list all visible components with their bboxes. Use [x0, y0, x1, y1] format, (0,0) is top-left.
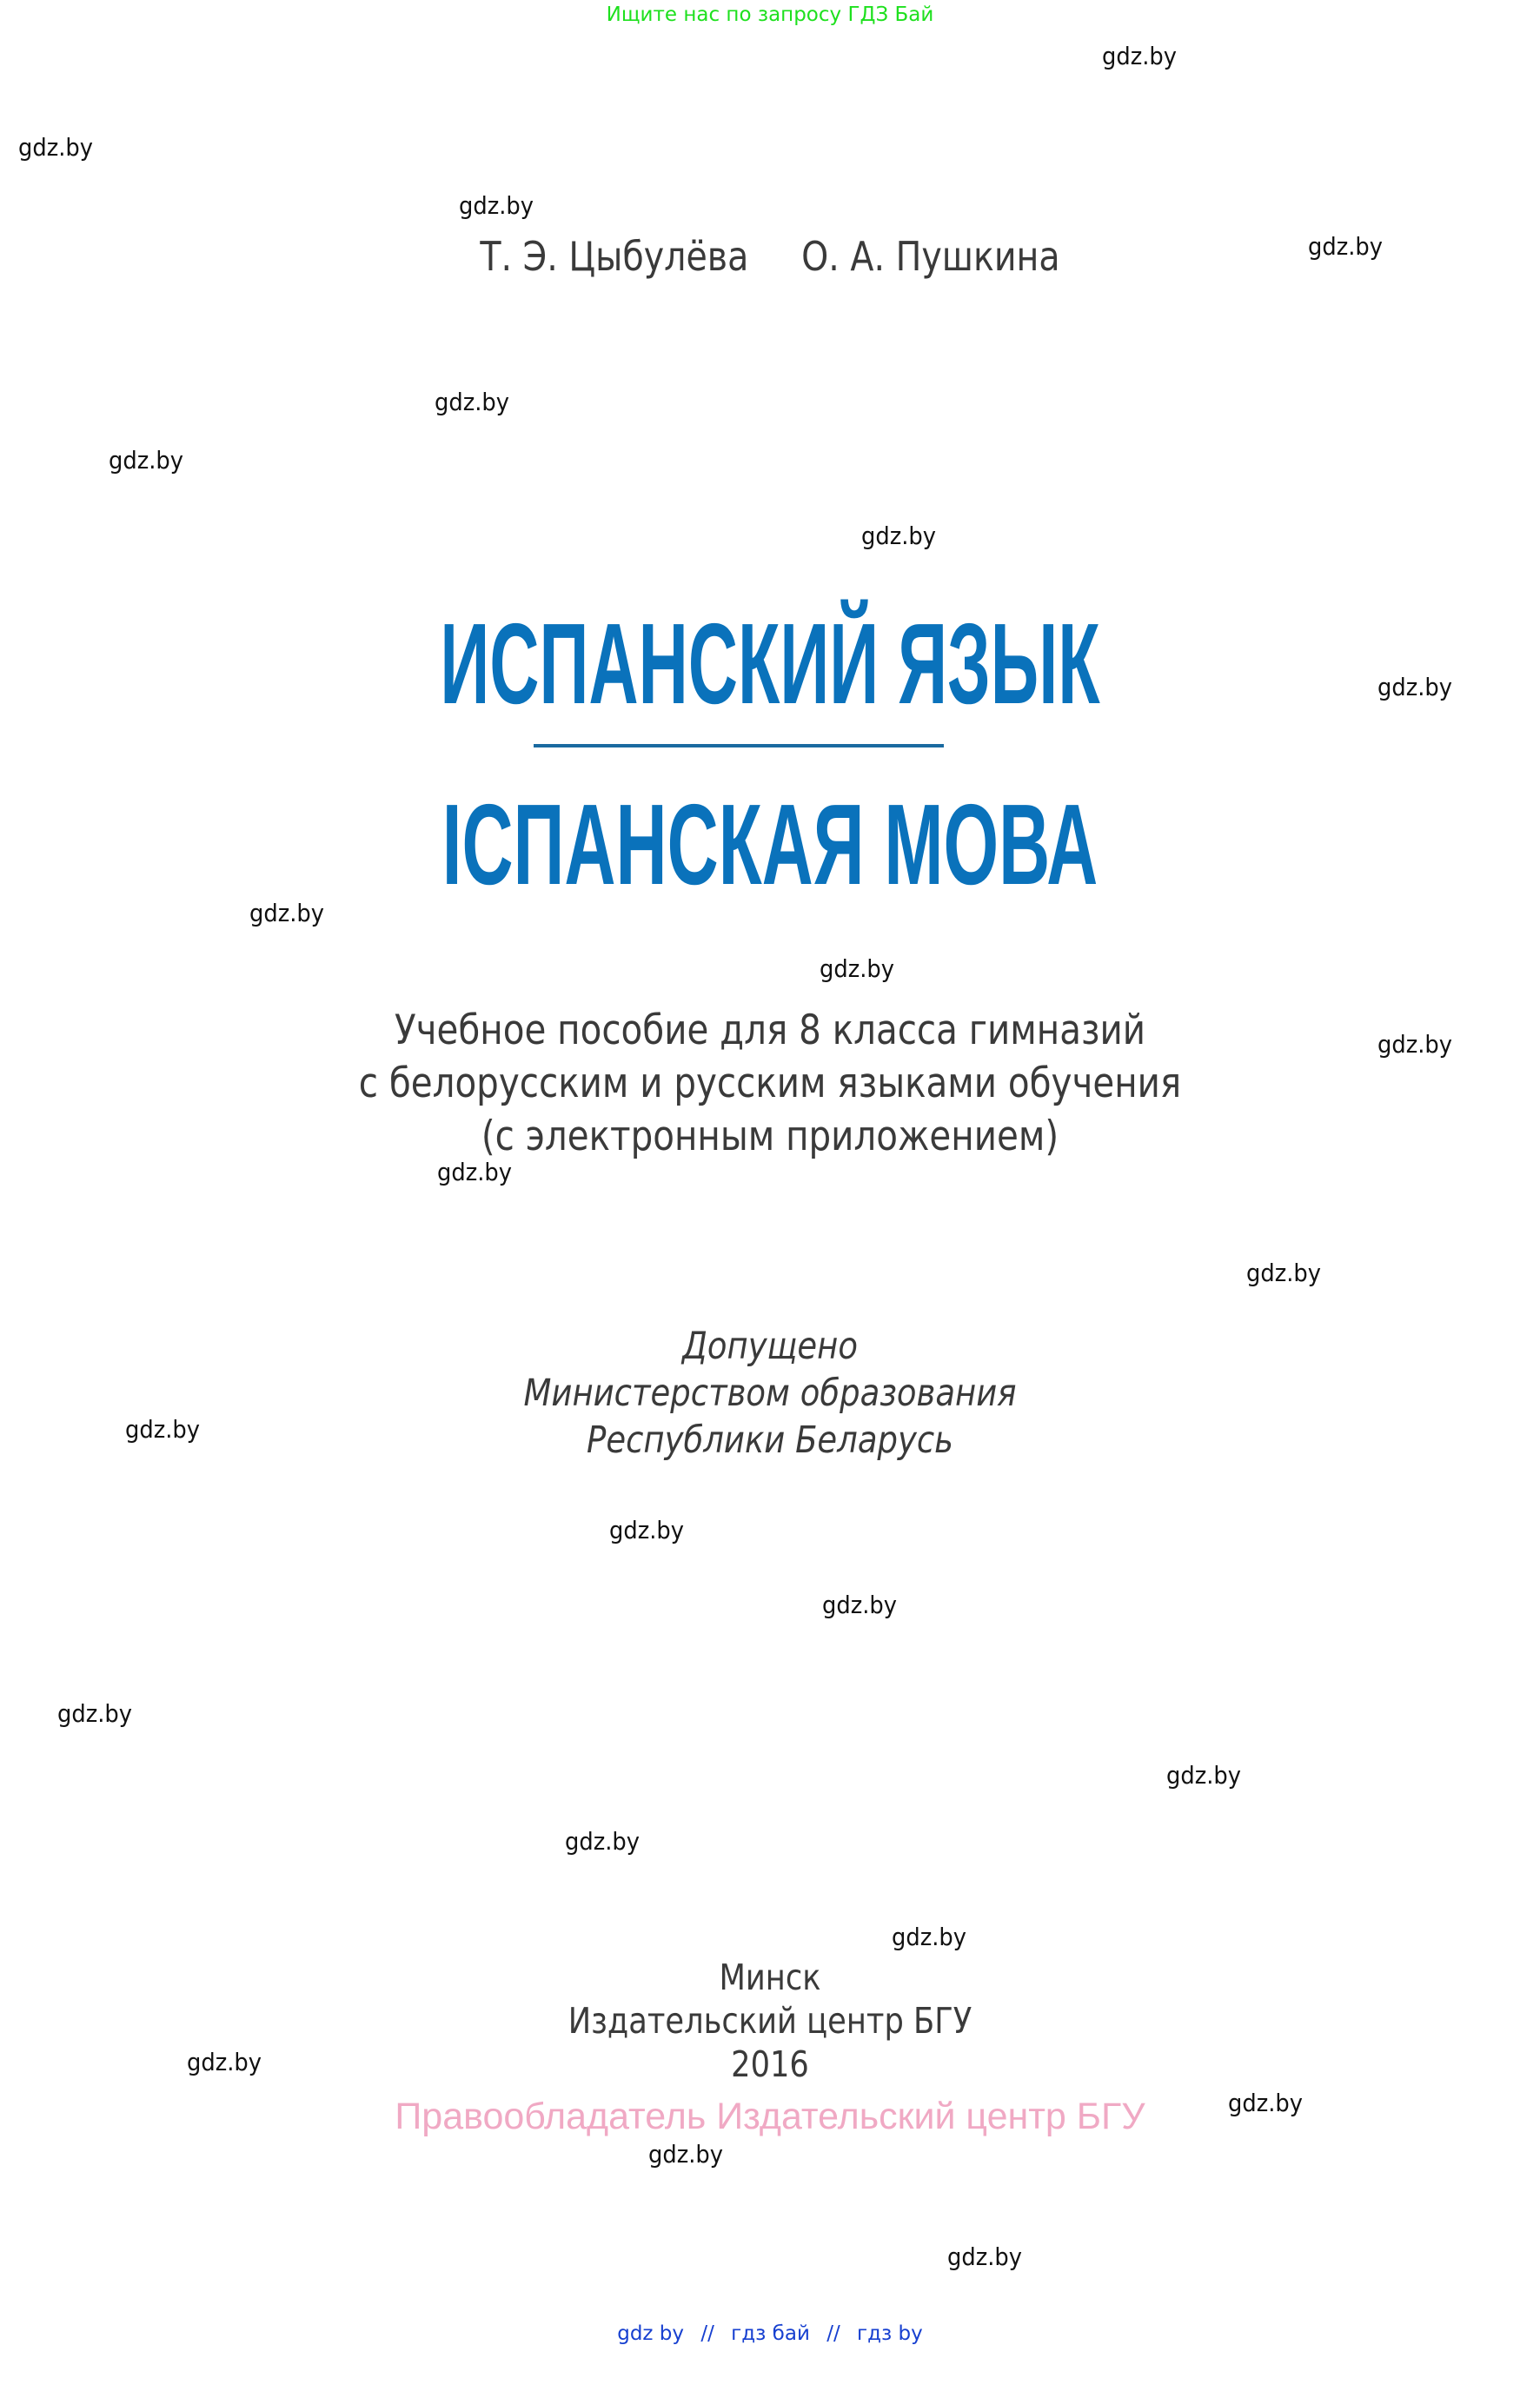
watermark-text: gdz.by — [109, 446, 184, 475]
subtitle-line-1: Учебное пособие для 8 класса гимназий — [394, 1006, 1146, 1054]
watermark-text: gdz.by — [125, 1415, 201, 1444]
title-belarusian: ІСПАНСКАЯ МОВА — [441, 781, 1099, 908]
authors — [108, 233, 1432, 280]
subtitle-line-2: с белорусским и русским языками обучения — [358, 1060, 1182, 1107]
watermark-text: gdz.by — [822, 1591, 898, 1619]
author-1: Т. Э. Цыбулёва — [480, 233, 749, 280]
watermark-text: gdz.by — [1308, 232, 1384, 261]
title-divider — [534, 744, 944, 747]
imprint-publisher: Издательский центр БГУ — [568, 2000, 972, 2042]
watermark-text: gdz.by — [435, 388, 510, 416]
watermark-text: gdz.by — [947, 2242, 1023, 2271]
watermark-text: gdz.by — [1246, 1259, 1322, 1287]
watermark-text: gdz.by — [820, 954, 895, 983]
watermark-text: gdz.by — [1228, 2089, 1304, 2117]
watermark-text: gdz.by — [1166, 1761, 1242, 1790]
footer-link-gdz-by-cyr[interactable]: гдз by — [857, 2322, 923, 2345]
footer-separator: // — [826, 2322, 840, 2345]
watermark-text: gdz.by — [249, 899, 325, 927]
watermark-text: gdz.by — [187, 2048, 262, 2076]
author-2: О. А. Пушкина — [801, 233, 1060, 280]
watermark-text: gdz.by — [1377, 673, 1453, 701]
approval-line-2: Министерством образования — [523, 1372, 1017, 1415]
watermark-text: gdz.by — [57, 1699, 133, 1728]
rights-holder-notice: Правообладатель Издательский центр БГУ — [395, 2096, 1145, 2137]
footer-link-gdz-by[interactable]: gdz by — [617, 2322, 685, 2345]
watermark-text: gdz.by — [1102, 42, 1178, 70]
watermark-text: gdz.by — [609, 1516, 685, 1545]
approval-line-1: Допущено — [682, 1325, 858, 1368]
watermark-text: gdz.by — [892, 1923, 967, 1951]
watermark-text: gdz.by — [18, 133, 94, 162]
watermark-text: gdz.by — [648, 2140, 724, 2169]
imprint-city: Минск — [719, 1956, 821, 1998]
footer-link-gdz-bai[interactable]: гдз бай — [731, 2322, 810, 2345]
approval-line-3: Республики Беларусь — [587, 1418, 953, 1462]
title-russian: ИСПАНСКИЙ ЯЗЫК — [440, 600, 1100, 727]
watermark-text: gdz.by — [459, 191, 534, 220]
footer-links — [0, 2322, 1540, 2345]
footer-separator: // — [700, 2322, 714, 2345]
top-banner-link[interactable]: Ищите нас по запросу ГДЗ Бай — [606, 3, 934, 26]
watermark-text: gdz.by — [1377, 1030, 1453, 1059]
top-search-banner[interactable] — [0, 3, 1540, 26]
imprint-year: 2016 — [731, 2043, 809, 2085]
watermark-text: gdz.by — [437, 1158, 513, 1186]
watermark-text: gdz.by — [565, 1827, 641, 1856]
subtitle-line-3: (с электронным приложением) — [481, 1113, 1059, 1160]
watermark-text: gdz.by — [861, 522, 937, 550]
